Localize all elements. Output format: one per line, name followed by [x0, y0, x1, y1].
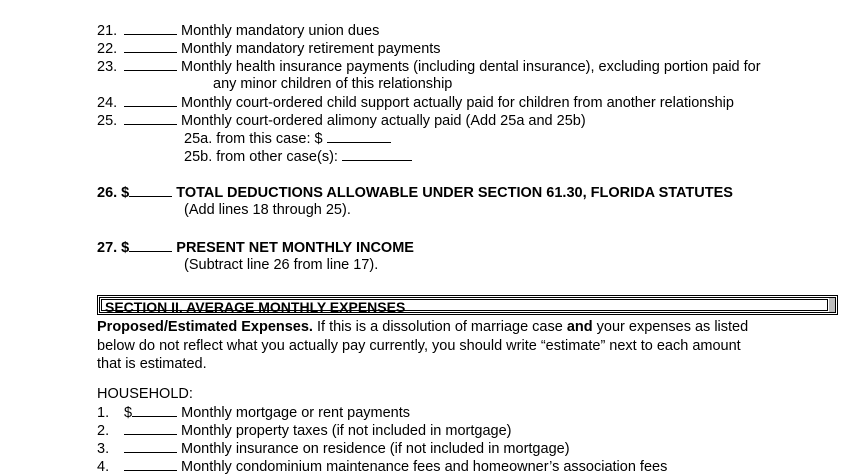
household-item-3	[97, 439, 570, 458]
line-25a-label: 25a. from this case: $	[184, 131, 323, 147]
line-24-amount-field[interactable]	[124, 93, 177, 107]
line-label: TOTAL DEDUCTIONS ALLOWABLE UNDER SECTION 61.30, FLORIDA STATUTES	[176, 185, 733, 201]
section-ii-header	[97, 295, 838, 315]
line-22	[97, 39, 441, 58]
section-ii-intro-line-2: below do not reflect what you actually pay currently, you should write “estimate” next to each amount	[97, 338, 741, 354]
line-27-note: (Subtract line 26 from line 17).	[184, 257, 379, 273]
line-number: 21.	[97, 23, 118, 39]
item-label: Monthly mortgage or rent payments	[181, 405, 410, 421]
section-ii-intro-line-1	[97, 318, 748, 336]
household-item-1	[97, 403, 410, 422]
item-number: 2.	[97, 423, 110, 439]
item-label: Monthly property taxes (if not included in mortgage)	[181, 423, 512, 439]
line-number: 25.	[97, 113, 118, 129]
household-heading: HOUSEHOLD:	[97, 386, 193, 402]
section-ii-intro-line-3: that is estimated.	[97, 356, 207, 372]
household-item-2	[97, 421, 511, 440]
line-25b	[184, 147, 412, 166]
line-label: Monthly mandatory retirement payments	[181, 41, 441, 57]
line-label: PRESENT NET MONTHLY INCOME	[176, 240, 414, 256]
household-item-1-amount-field[interactable]	[132, 403, 177, 417]
line-25-amount-field[interactable]	[124, 111, 177, 125]
line-22-amount-field[interactable]	[124, 39, 177, 53]
line-25a	[184, 129, 391, 148]
section-header-border	[101, 299, 828, 315]
line-number: 26. $	[97, 185, 130, 201]
intro-and: and	[566, 319, 593, 335]
household-item-4	[97, 457, 667, 476]
line-25a-amount-field[interactable]	[327, 129, 391, 143]
item-number: 4.	[97, 459, 110, 475]
section-header-shadow	[829, 298, 835, 312]
line-27	[97, 238, 414, 257]
line-25b-label: 25b. from other case(s):	[184, 149, 338, 165]
line-23	[97, 57, 761, 76]
line-21	[97, 21, 379, 40]
line-26-note: (Add lines 18 through 25).	[184, 202, 351, 218]
intro-bold-lead: Proposed/Estimated Expenses.	[97, 319, 313, 335]
line-number: 27. $	[97, 240, 130, 256]
line-label: Monthly court-ordered child support actually paid for children from another relationship	[181, 95, 734, 111]
line-25	[97, 111, 586, 130]
line-number: 24.	[97, 95, 118, 111]
line-26	[97, 183, 733, 202]
intro-text-cont: your expenses as listed	[596, 319, 749, 335]
line-label: Monthly health insurance payments (including dental insurance), excluding portion paid for	[181, 59, 761, 75]
item-label: Monthly condominium maintenance fees and homeowner’s association fees	[181, 459, 668, 475]
line-24	[97, 93, 734, 112]
line-21-amount-field[interactable]	[124, 21, 177, 35]
household-item-3-amount-field[interactable]	[124, 439, 177, 453]
section-ii-title: SECTION II. AVERAGE MONTHLY EXPENSES	[105, 299, 406, 315]
household-item-2-amount-field[interactable]	[124, 421, 177, 435]
line-25b-amount-field[interactable]	[342, 147, 412, 161]
line-23-continuation: any minor children of this relationship	[213, 76, 453, 92]
line-23-amount-field[interactable]	[124, 57, 177, 71]
intro-text: If this is a dissolution of marriage case	[317, 319, 563, 335]
item-label: Monthly insurance on residence (if not included in mortgage)	[181, 441, 570, 457]
line-number: 22.	[97, 41, 118, 57]
line-label: Monthly court-ordered alimony actually paid (Add 25a and 25b)	[181, 113, 586, 129]
item-number: 1.	[97, 405, 110, 421]
line-27-amount-field[interactable]	[129, 238, 172, 252]
item-dollar-sign: $	[124, 405, 133, 421]
line-number: 23.	[97, 59, 118, 75]
line-label: Monthly mandatory union dues	[181, 23, 380, 39]
item-number: 3.	[97, 441, 110, 457]
line-26-amount-field[interactable]	[129, 183, 172, 197]
